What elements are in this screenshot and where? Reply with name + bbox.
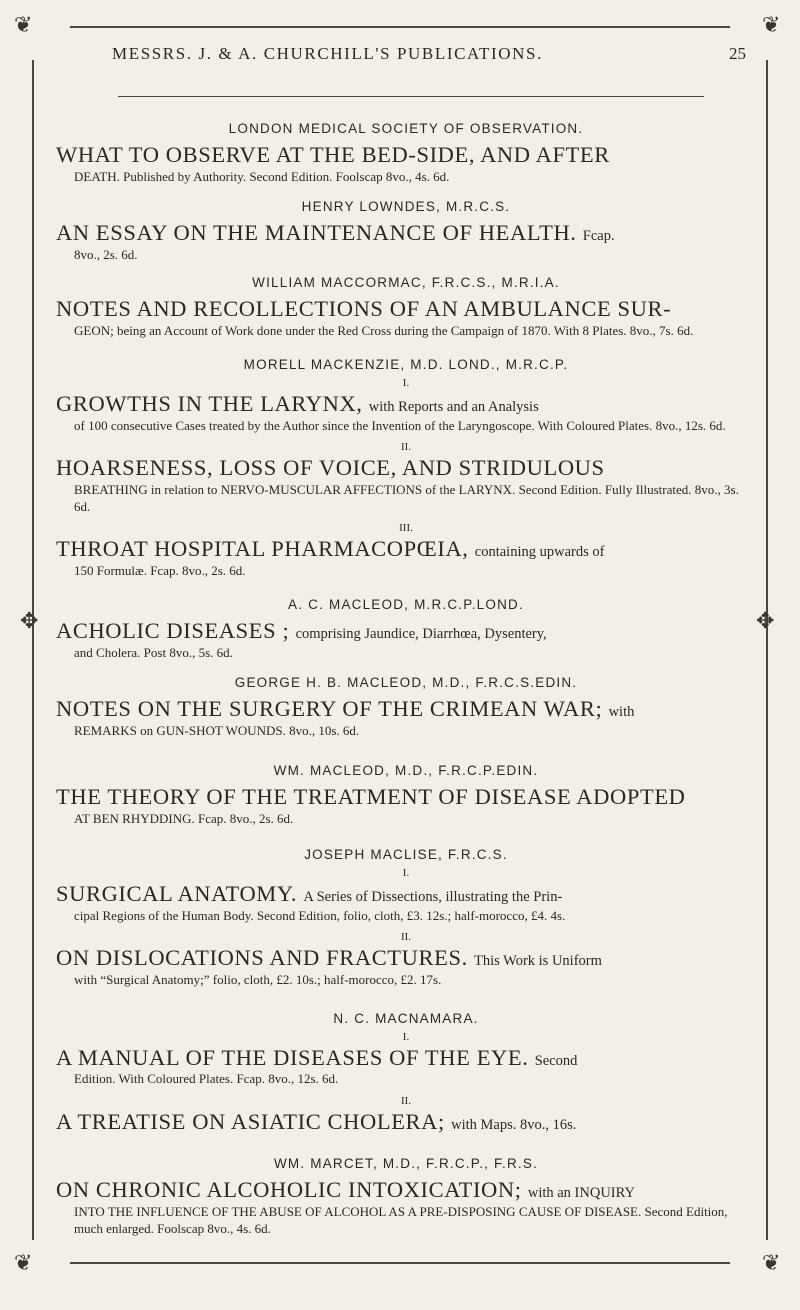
work-details: REMARKS on GUN-SHOT WOUNDS. 8vo., 10s. 6d. (74, 723, 360, 739)
author-name: WM. MARCET, M.D., F.R.C.P., F.R.S. (273, 1156, 539, 1172)
work-title-tail: with Reports and an Analysis (368, 399, 539, 416)
author-name: GEORGE H. B. MACLEOD, M.D., F.R.C.S.EDIN. (234, 675, 578, 691)
work-title (56, 1109, 756, 1135)
work-title-text: WHAT TO OBSERVE AT THE BED-SIDE, AND AFTER (56, 142, 610, 167)
work-title-tail: Second (534, 1052, 578, 1069)
work-title-text: THE THEORY OF THE TREATMENT OF DISEASE ADOPTED (56, 784, 686, 810)
entry-block (56, 199, 756, 263)
work-numeral: II. (400, 441, 412, 454)
work-title-text: NOTES AND RECOLLECTIONS OF AN AMBULANCE SUR- (56, 296, 672, 322)
work-details: AT BEN RHYDDING. Fcap. 8vo., 2s. 6d. (74, 811, 294, 827)
corner-ornament-top-right: ❦ (762, 12, 781, 37)
bottom-rule (70, 1262, 730, 1264)
entry-block (56, 675, 756, 739)
work-details: Edition. With Coloured Plates. Fcap. 8vo., 12s. 6d. (74, 1071, 339, 1087)
right-rule (766, 60, 768, 1240)
author-name: JOSEPH MACLISE, F.R.C.S. (304, 847, 508, 863)
work-title-tail: Fcap. (582, 228, 615, 245)
entry-block (56, 763, 756, 827)
corner-ornament-bottom-right: ❦ (762, 1250, 781, 1275)
work-title-text: HOARSENESS, LOSS OF VOICE, AND STRIDULOUS (56, 455, 605, 481)
work-title-text: GROWTHS IN THE LARYNX, (56, 391, 363, 417)
work-title-tail: with an INQUIRY (527, 1185, 635, 1202)
entry-block (56, 597, 756, 661)
entry-block (56, 1011, 756, 1135)
work-title (56, 296, 756, 322)
work-title-tail: comprising Jaundice, Diarrhœa, Dysentery, (295, 626, 547, 643)
work-title (56, 784, 756, 810)
work-title-text: NOTES ON THE SURGERY OF THE CRIMEAN WAR; (56, 696, 603, 722)
corner-ornament-top-left: ❦ (14, 12, 33, 37)
left-rule (32, 60, 34, 1240)
work-title (56, 1177, 756, 1203)
work-details: BREATHING in relation to NERVO-MUSCULAR AFFECTIONS of the LARYNX. Second Edition. Fully Illustrated. 8vo., 3s. 6d. (74, 482, 739, 515)
work-title (56, 945, 756, 971)
running-head: MESSRS. J. & A. CHURCHILL'S PUBLICATIONS. (112, 44, 543, 63)
work-details: 150 Formulæ. Fcap. 8vo., 2s. 6d. (74, 563, 246, 579)
corner-ornament-bottom-left: ❦ (14, 1250, 33, 1275)
work-title (56, 1045, 756, 1071)
work-title (56, 142, 756, 168)
work-details: INTO THE INFLUENCE OF THE ABUSE OF ALCOHOL AS A PRE-DISPOSING CAUSE OF DISEASE. Second Edition, much enlarged. Foolscap 8vo., 4s. 6d. (74, 1204, 728, 1237)
work-title-text: ON DISLOCATIONS AND FRACTURES. (56, 945, 468, 971)
side-ornament-left: ✥ (20, 608, 39, 633)
work-title (56, 881, 756, 907)
work-title-text: THROAT HOSPITAL PHARMACOPŒIA, (56, 536, 469, 562)
author-name: MORELL MACKENZIE, M.D. LOND., M.R.C.P. (243, 357, 569, 373)
entry-block (56, 275, 756, 339)
work-title-text: A TREATISE ON ASIATIC CHOLERA; (56, 1108, 445, 1134)
work-numeral: II. (400, 931, 412, 944)
entry-block (56, 121, 756, 185)
catalogue-entries (56, 105, 756, 1238)
work-title-text: ACHOLIC DISEASES ; (56, 618, 290, 644)
author-name: WM. MACLEOD, M.D., F.R.C.P.EDIN. (273, 763, 539, 779)
work-numeral: II. (400, 1094, 412, 1107)
page-number: 25 (729, 44, 746, 63)
work-numeral: I. (402, 867, 410, 880)
work-details: 8vo., 2s. 6d. (74, 246, 138, 262)
work-title-text: SURGICAL ANATOMY. (56, 881, 298, 907)
author-name: A. C. MACLEOD, M.R.C.P.LOND. (288, 597, 524, 613)
top-rule (70, 26, 730, 28)
work-details: of 100 consecutive Cases treated by the Author since the Invention of the Laryngoscope. With Coloured Plates. 8vo., 12s. 6d. (74, 417, 726, 433)
work-numeral: I. (402, 377, 410, 390)
work-title (56, 391, 756, 417)
work-title-tail: A Series of Dissections, illustrating the Prin- (303, 889, 563, 906)
side-ornament-right: ✥ (756, 608, 775, 633)
work-title (56, 618, 756, 644)
work-numeral: III. (399, 522, 413, 535)
author-name: HENRY LOWNDES, M.R.C.S. (301, 199, 511, 215)
work-title-tail: with Maps. 8vo., 16s. (451, 1116, 577, 1133)
work-title-tail: This Work is Uniform (474, 953, 602, 970)
work-details: with “Surgical Anatomy;” folio, cloth, £2. 10s.; half-morocco, £2. 17s. (74, 972, 442, 988)
work-title-text: ON CHRONIC ALCOHOLIC INTOXICATION; (56, 1177, 522, 1203)
work-details: DEATH. Published by Authority. Second Edition. Foolscap 8vo., 4s. 6d. (74, 168, 450, 184)
work-title (56, 536, 756, 562)
work-details: cipal Regions of the Human Body. Second Edition, folio, cloth, £3. 12s.; half-morocco, £4. 4s. (74, 908, 566, 924)
work-details: GEON; being an Account of Work done under the Red Cross during the Campaign of 1870. With 8 Plates. 8vo., 7s. 6d. (74, 322, 694, 338)
entry-block (56, 357, 756, 579)
work-title (56, 220, 756, 246)
author-name: LONDON MEDICAL SOCIETY OF OBSERVATION. (228, 121, 584, 136)
work-title-tail: containing upwards of (474, 544, 605, 561)
author-name: N. C. MACNAMARA. (333, 1010, 479, 1026)
work-title (56, 696, 756, 722)
entry-block (56, 847, 756, 988)
entry-block (56, 1156, 756, 1237)
work-title (56, 455, 756, 481)
top-rule-inner (118, 96, 704, 97)
work-title-text: AN ESSAY ON THE MAINTENANCE OF HEALTH. (56, 220, 577, 246)
work-title-tail: with (608, 704, 635, 721)
author-name: WILLIAM MACCORMAC, F.R.C.S., M.R.I.A. (252, 275, 560, 291)
work-numeral: I. (402, 1030, 410, 1043)
work-details: and Cholera. Post 8vo., 5s. 6d. (74, 645, 233, 661)
work-title-text: A MANUAL OF THE DISEASES OF THE EYE. (56, 1044, 529, 1070)
